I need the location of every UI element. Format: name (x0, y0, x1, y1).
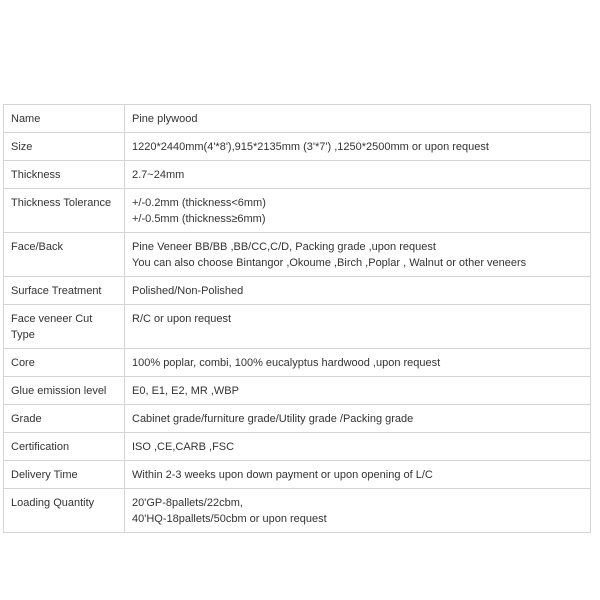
row-label: Name (4, 105, 125, 133)
row-value-line: R/C or upon request (132, 313, 232, 325)
row-value (125, 377, 591, 405)
row-value-line: +/-0.2mm (thickness<6mm) (132, 197, 266, 209)
spec-table (3, 104, 591, 533)
table-row (4, 277, 591, 305)
row-value-line: 2.7~24mm (132, 169, 185, 181)
row-label: Loading Quantity (4, 489, 125, 533)
table-row (4, 305, 591, 349)
row-value (125, 305, 591, 349)
row-value-line: Pine plywood (132, 113, 198, 125)
table-row (4, 105, 591, 133)
row-value-line: +/-0.5mm (thickness≥6mm) (132, 213, 266, 225)
table-row (4, 349, 591, 377)
row-label: Core (4, 349, 125, 377)
row-value (125, 105, 591, 133)
row-label: Surface Treatment (4, 277, 125, 305)
row-value-line: 100% poplar, combi, 100% eucalyptus hardwood ,upon request (132, 357, 441, 369)
row-value-line: 40'HQ-18pallets/50cbm or upon request (132, 513, 327, 525)
row-label: Grade (4, 405, 125, 433)
row-label: Glue emission level (4, 377, 125, 405)
row-value-line: Within 2-3 weeks upon down payment or upon opening of L/C (132, 469, 433, 481)
row-value (125, 161, 591, 189)
row-value (125, 349, 591, 377)
table-row (4, 233, 591, 277)
row-label: Delivery Time (4, 461, 125, 489)
row-value (125, 189, 591, 233)
row-value-line: 1220*2440mm(4'*8'),915*2135mm (3'*7') ,1250*2500mm or upon request (132, 141, 489, 153)
table-row (4, 377, 591, 405)
row-label: Face/Back (4, 233, 125, 277)
spec-table-body (4, 105, 591, 533)
row-label: Thickness (4, 161, 125, 189)
row-value (125, 233, 591, 277)
row-label: Thickness Tolerance (4, 189, 125, 233)
row-value-line: Cabinet grade/furniture grade/Utility grade /Packing grade (132, 413, 414, 425)
row-value (125, 133, 591, 161)
row-value (125, 405, 591, 433)
row-value (125, 277, 591, 305)
row-value-line: Pine Veneer BB/BB ,BB/CC,C/D, Packing grade ,upon request (132, 241, 436, 253)
row-value (125, 433, 591, 461)
table-row (4, 405, 591, 433)
table-row (4, 433, 591, 461)
table-row (4, 189, 591, 233)
row-label: Certification (4, 433, 125, 461)
table-row (4, 133, 591, 161)
row-value-line: E0, E1, E2, MR ,WBP (132, 385, 239, 397)
row-value-line: 20'GP-8pallets/22cbm, (132, 497, 243, 509)
table-row (4, 161, 591, 189)
row-value-line: ISO ,CE,CARB ,FSC (132, 441, 235, 453)
row-value-line: You can also choose Bintangor ,Okoume ,Birch ,Poplar , Walnut or other veneers (132, 257, 527, 269)
row-value (125, 489, 591, 533)
row-value (125, 461, 591, 489)
row-value-line: Polished/Non-Polished (132, 285, 244, 297)
table-row (4, 461, 591, 489)
row-label: Face veneer Cut Type (4, 305, 125, 349)
table-row (4, 489, 591, 533)
row-label: Size (4, 133, 125, 161)
